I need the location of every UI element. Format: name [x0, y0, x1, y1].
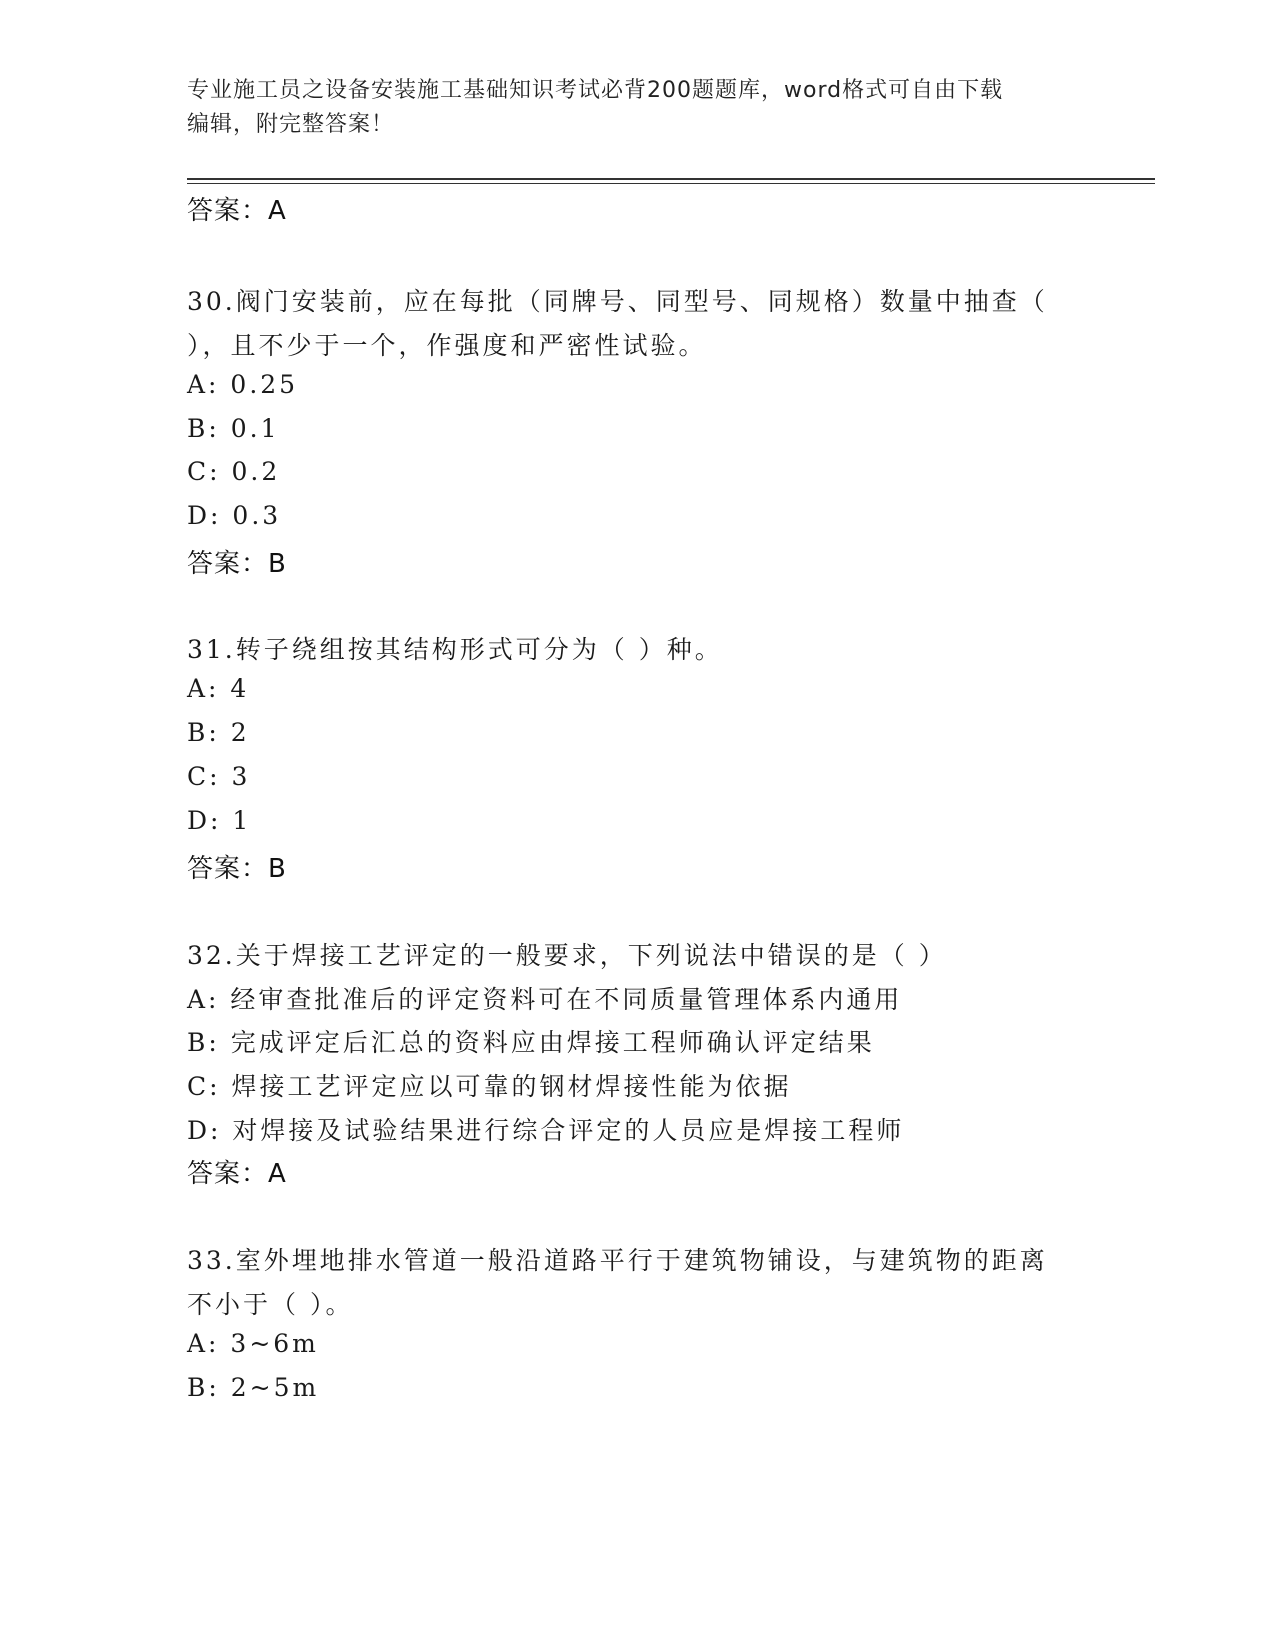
- question-31-option-a: A: 4: [187, 674, 250, 703]
- header-title-line1: 专业施工员之设备安装施工基础知识考试必背200题题库，word格式可自由下载: [187, 78, 1004, 103]
- answer-previous: 答案：A: [187, 196, 287, 226]
- question-31-text-line1: 31.转子绕组按其结构形式可分为（ ）种。: [187, 635, 723, 664]
- question-32-option-d: D: 对焊接及试验结果进行综合评定的人员应是焊接工程师: [187, 1116, 905, 1145]
- question-31-option-b: B: 2: [187, 718, 250, 747]
- question-30-text-line2: ），且不少于一个，作强度和严密性试验。: [187, 331, 707, 360]
- header-divider: [187, 178, 1155, 184]
- header-title-line2: 编辑，附完整答案！: [187, 112, 395, 137]
- question-30-option-d: D: 0.3: [187, 501, 282, 530]
- question-33-text-line2: 不小于（ ）。: [187, 1290, 354, 1319]
- question-30-answer: 答案：B: [187, 549, 287, 579]
- question-32-option-b: B: 完成评定后汇总的资料应由焊接工程师确认评定结果: [187, 1028, 875, 1057]
- question-32-option-c: C: 焊接工艺评定应以可靠的钢材焊接性能为依据: [187, 1072, 792, 1101]
- document-header: [187, 74, 1067, 142]
- question-31-answer: 答案：B: [187, 854, 287, 884]
- question-33-option-a: A: 3~6m: [187, 1329, 319, 1358]
- question-30-text-line1: 30.阀门安装前，应在每批（同牌号、同型号、同规格）数量中抽查（: [187, 287, 1048, 316]
- question-32-answer: 答案：A: [187, 1159, 287, 1189]
- question-31-option-c: C: 3: [187, 762, 251, 791]
- question-33-text-line1: 33.室外埋地排水管道一般沿道路平行于建筑物铺设，与建筑物的距离: [187, 1246, 1048, 1275]
- question-30-option-a: A: 0.25: [187, 370, 299, 399]
- question-30-option-b: B: 0.1: [187, 414, 280, 443]
- question-33-option-b: B: 2~5m: [187, 1373, 320, 1402]
- question-30-option-c: C: 0.2: [187, 457, 281, 486]
- question-32-text-line1: 32.关于焊接工艺评定的一般要求，下列说法中错误的是（ ）: [187, 941, 947, 970]
- question-31-option-d: D: 1: [187, 806, 252, 835]
- question-32-option-a: A: 经审查批准后的评定资料可在不同质量管理体系内通用: [187, 985, 903, 1014]
